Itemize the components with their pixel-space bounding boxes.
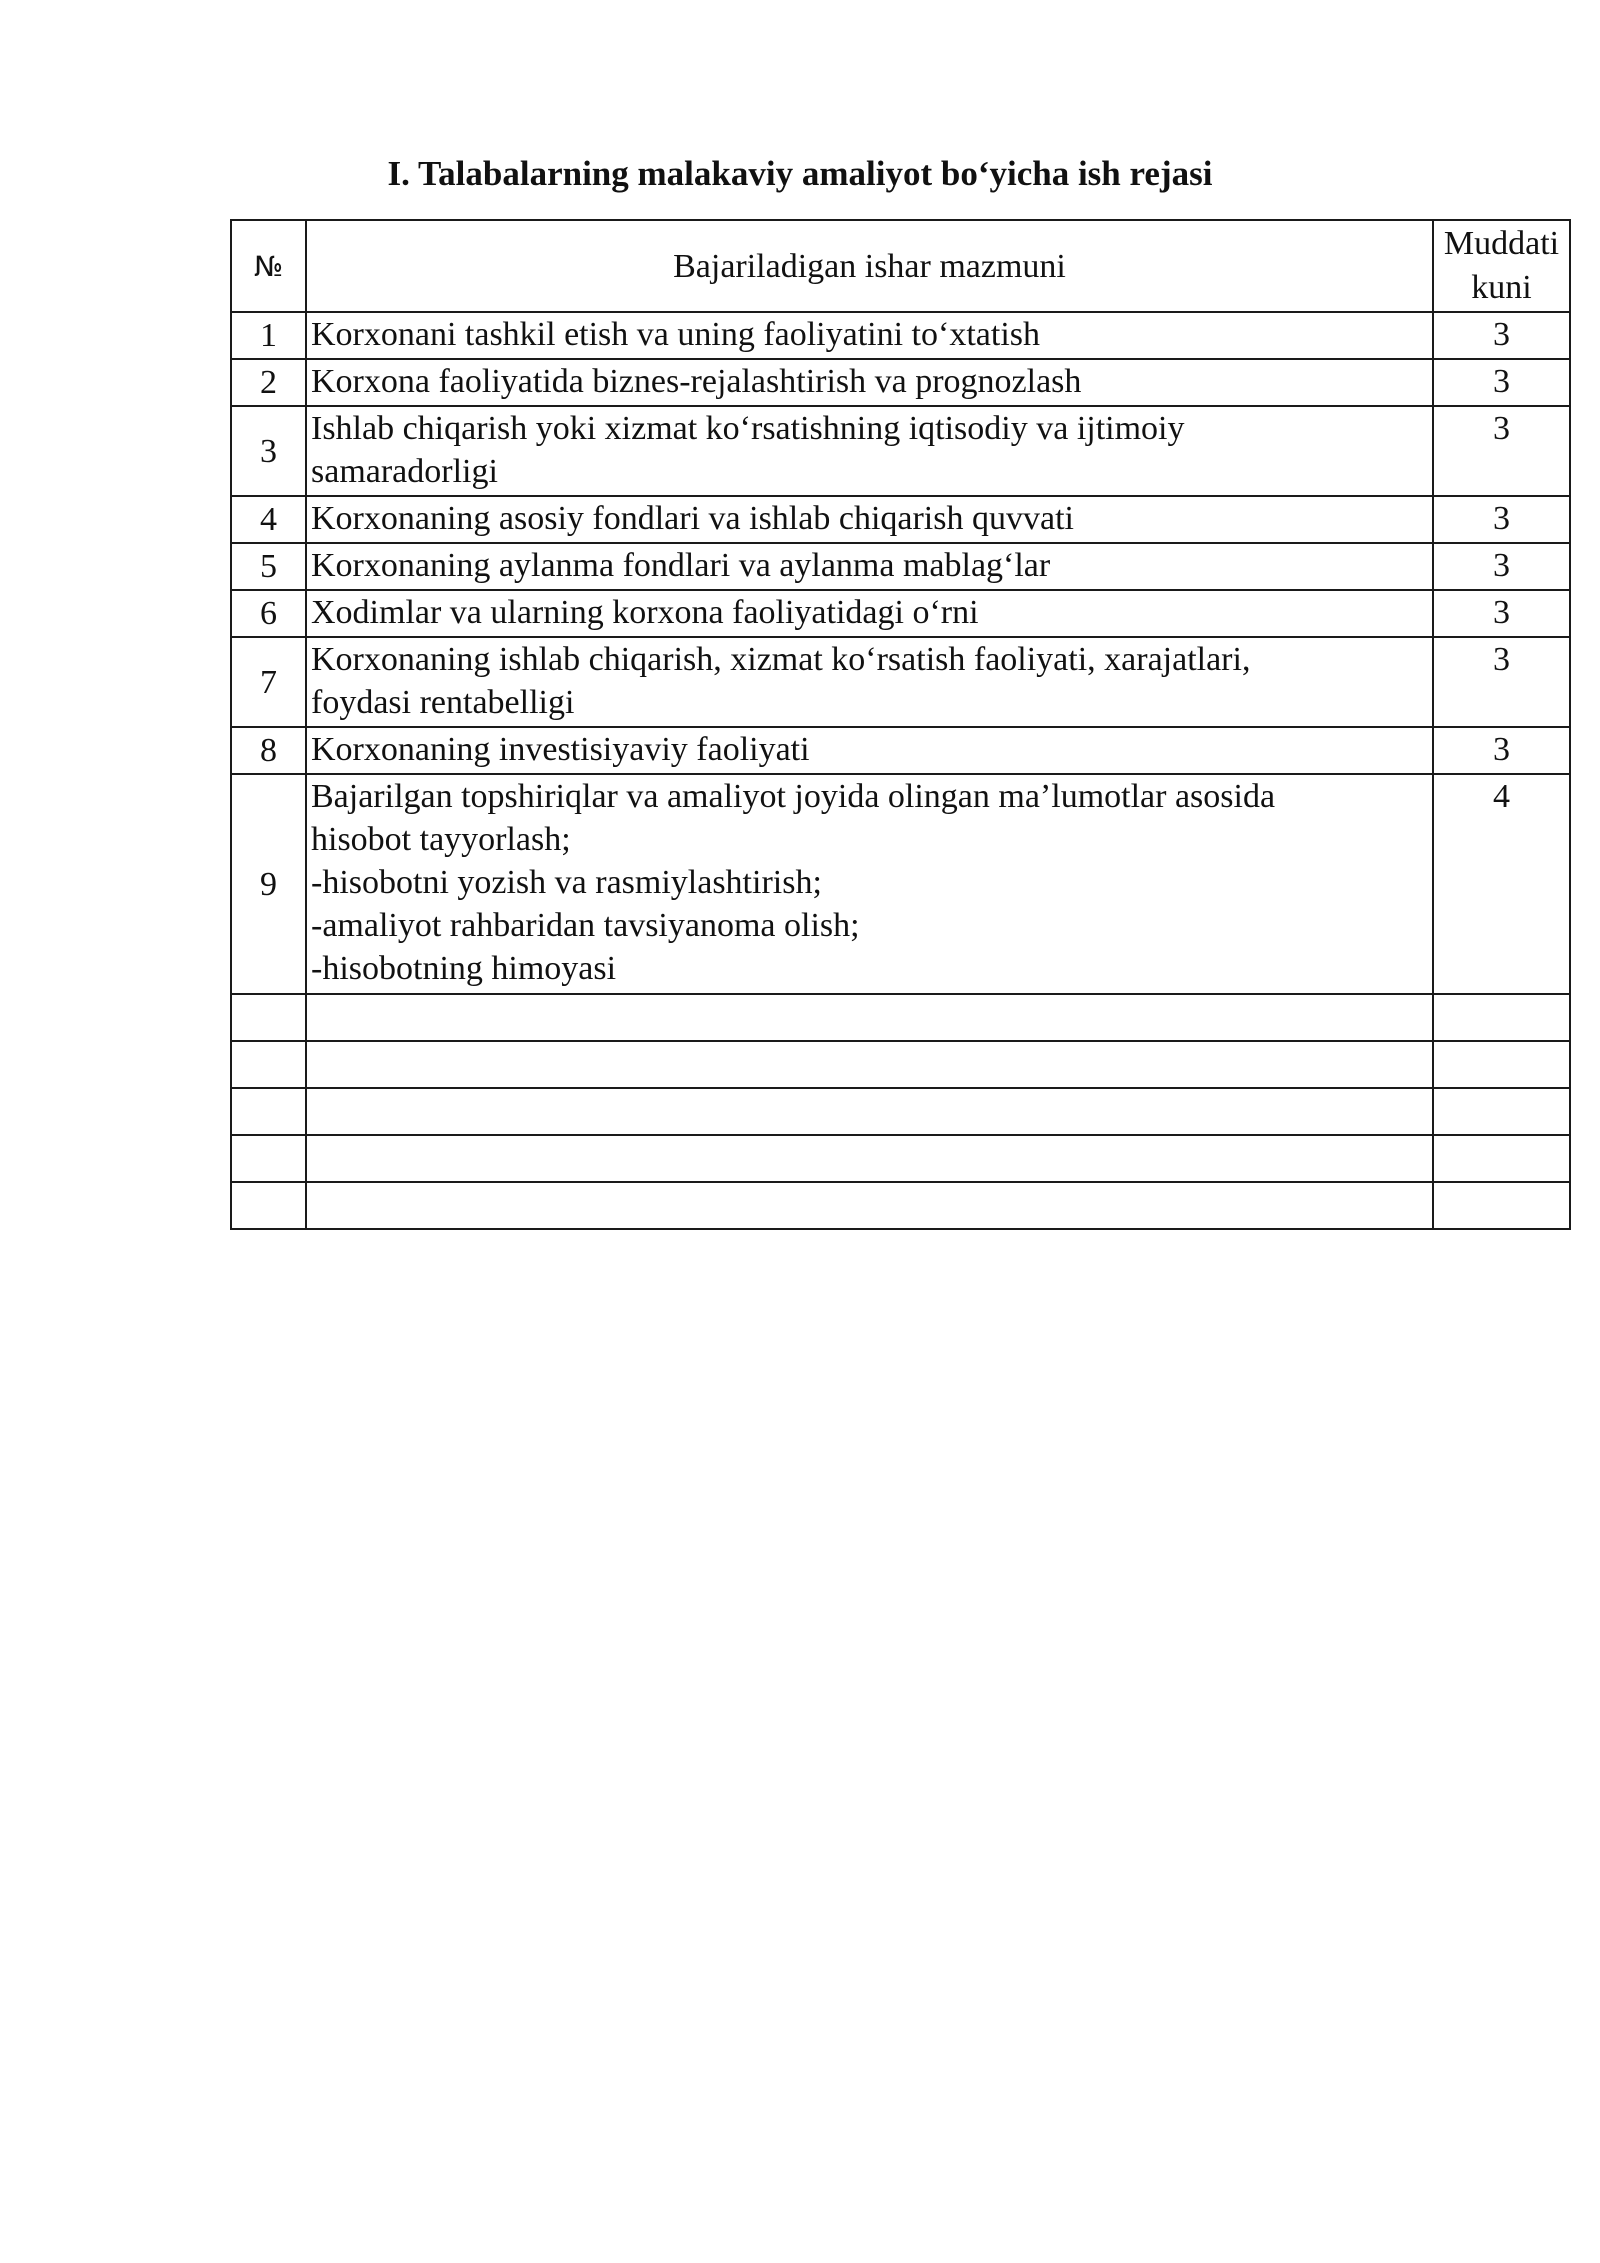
table-row [231,543,1570,590]
table-row [231,637,1570,727]
row-number: 7 [231,637,306,727]
header-duration-line-2: kuni [1471,269,1532,306]
header-duration [1433,220,1570,312]
row-task [306,312,1433,359]
row-number: 6 [231,590,306,637]
task-line: Ishlab chiqarish yoki xizmat ko‘rsatishning iqtisodiy va ijtimoiy [311,410,1185,447]
row-number: 2 [231,359,306,406]
task-line: Korxonaning asosiy fondlari va ishlab chiqarish quvvati [311,500,1074,537]
task-line: -amaliyot rahbaridan tavsiyanoma olish; [311,907,860,944]
empty-cell [1433,1041,1570,1088]
empty-table-row [231,1088,1570,1135]
row-days: 4 [1433,774,1570,994]
empty-cell [306,994,1433,1041]
empty-cell [231,1088,306,1135]
row-days: 3 [1433,406,1570,496]
empty-cell [1433,994,1570,1041]
table-row [231,406,1570,496]
header-number: № [231,220,306,312]
task-line: hisobot tayyorlash; [311,821,571,858]
empty-cell [306,1182,1433,1229]
row-days: 3 [1433,359,1570,406]
row-task [306,637,1433,727]
task-line: -hisobotning himoyasi [311,950,617,987]
empty-cell [306,1135,1433,1182]
table-header-row [231,220,1570,312]
task-line: Bajarilgan topshiriqlar va amaliyot joyida olingan ma’lumotlar asosida [311,778,1276,815]
row-days: 3 [1433,543,1570,590]
task-line: Korxonaning ishlab chiqarish, xizmat ko‘rsatish faoliyati, xarajatlari, [311,641,1251,678]
row-days: 3 [1433,727,1570,774]
header-duration-line-1: Muddati [1443,225,1560,262]
task-line: -hisobotni yozish va rasmiylashtirish; [311,864,822,901]
empty-cell [1433,1135,1570,1182]
row-task [306,727,1433,774]
empty-table-row [231,994,1570,1041]
empty-table-row [231,1041,1570,1088]
task-line: Korxona faoliyatida biznes-rejalashtirish va prognozlash [311,363,1082,400]
table-row [231,727,1570,774]
row-days: 3 [1433,496,1570,543]
row-number: 1 [231,312,306,359]
row-task [306,543,1433,590]
row-days: 3 [1433,312,1570,359]
row-task [306,359,1433,406]
task-line: Korxonaning investisiyaviy faoliyati [311,731,810,768]
row-days: 3 [1433,637,1570,727]
page-title: I. Talabalarning malakaviy amaliyot bo‘yicha ish rejasi [387,154,1213,193]
empty-cell [1433,1088,1570,1135]
header-task-content: Bajariladigan ishar mazmuni [306,220,1433,312]
table-row [231,496,1570,543]
table-row [231,774,1570,994]
table-row [231,312,1570,359]
empty-table-row [231,1182,1570,1229]
row-number: 3 [231,406,306,496]
row-task [306,590,1433,637]
work-plan-table [230,219,1571,1230]
row-number: 4 [231,496,306,543]
table-row [231,590,1570,637]
row-task [306,496,1433,543]
task-line: Xodimlar va ularning korxona faoliyatidagi o‘rni [311,594,979,631]
row-task [306,406,1433,496]
table-row [231,359,1570,406]
row-number: 9 [231,774,306,994]
row-days: 3 [1433,590,1570,637]
empty-cell [231,994,306,1041]
empty-cell [306,1088,1433,1135]
task-line: Korxonani tashkil etish va uning faoliyatini to‘xtatish [311,316,1040,353]
empty-cell [306,1041,1433,1088]
empty-cell [231,1041,306,1088]
empty-cell [231,1182,306,1229]
task-line: Korxonaning aylanma fondlari va aylanma mablag‘lar [311,547,1051,584]
row-task [306,774,1433,994]
task-line: foydasi rentabelligi [311,684,575,721]
row-number: 5 [231,543,306,590]
empty-cell [1433,1182,1570,1229]
empty-cell [231,1135,306,1182]
row-number: 8 [231,727,306,774]
task-line: samaradorligi [311,453,498,490]
empty-table-row [231,1135,1570,1182]
